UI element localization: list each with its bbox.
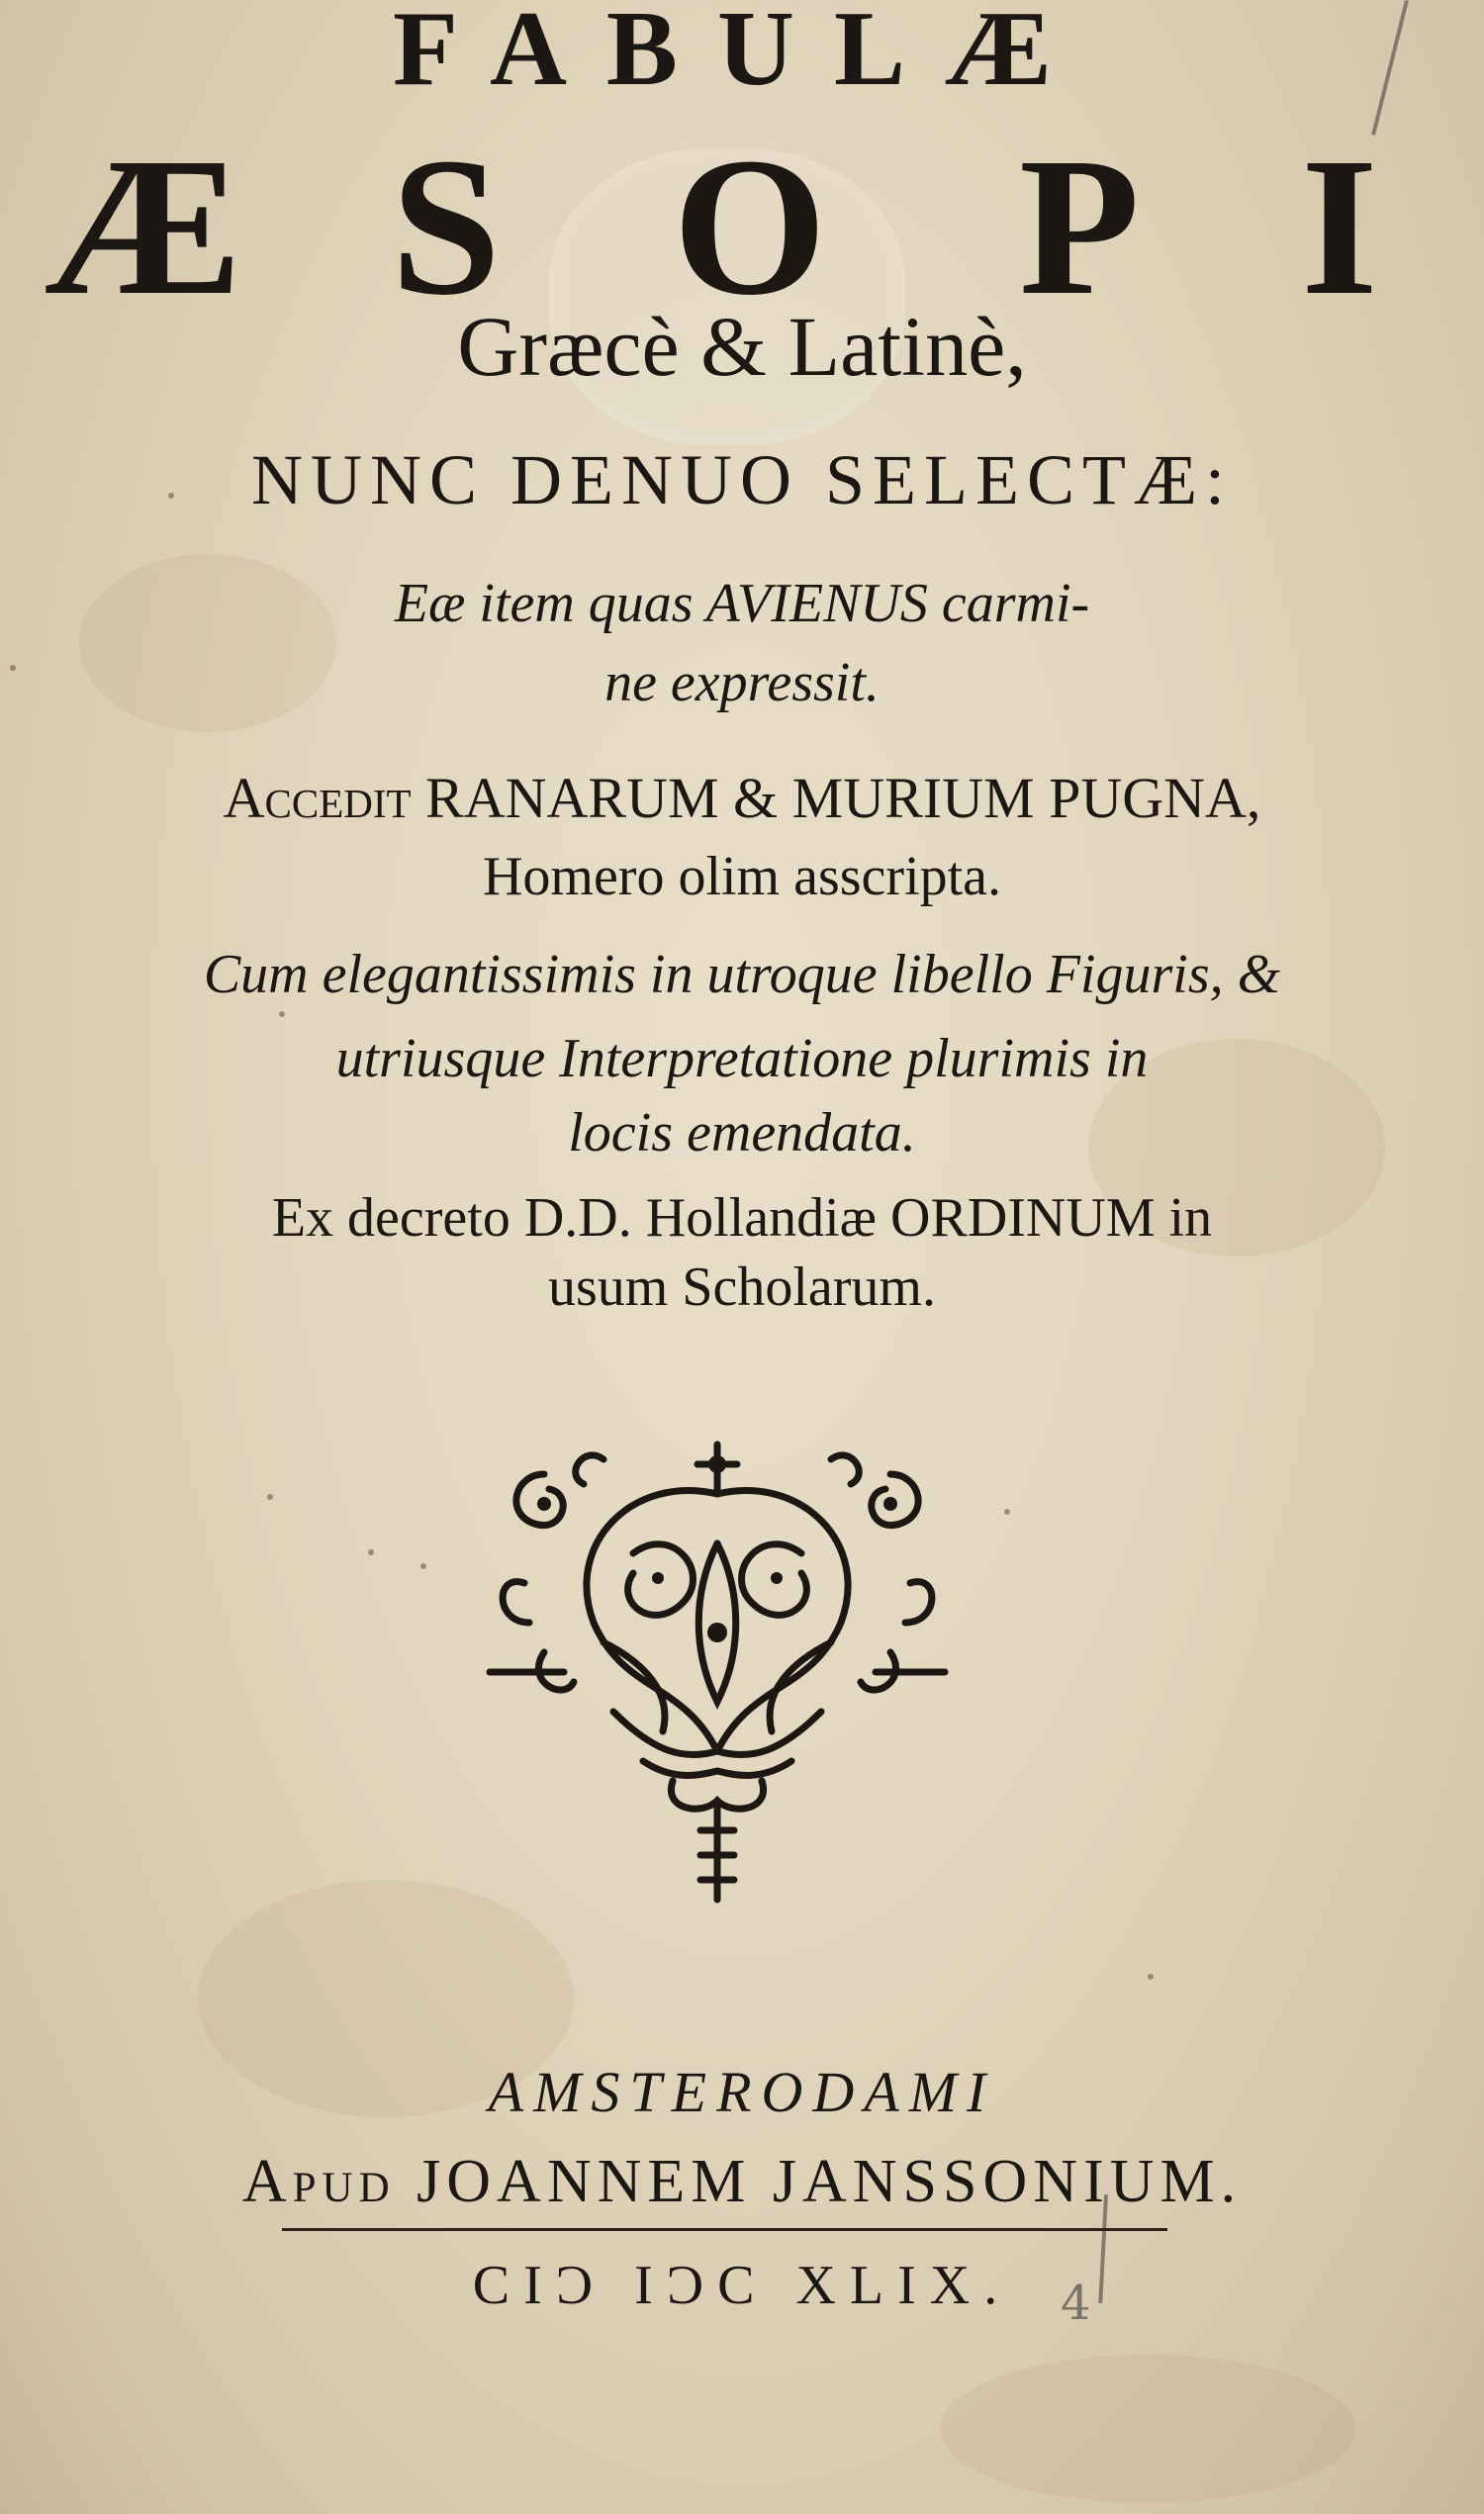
text-cum-2: utriusque Interpretatione plurimis in bbox=[335, 1028, 1149, 1089]
text-cum-3: locis emendata. bbox=[568, 1102, 916, 1164]
text-ex-decreto-1: Ex decreto D.D. Hollandiæ ORDINUM in bbox=[271, 1187, 1213, 1249]
text-ex-decreto-2: usum Scholarum. bbox=[548, 1257, 936, 1318]
text-cum-1: Cum elegantissimis in utroque libello Figuris, & bbox=[203, 944, 1281, 1005]
pencil-number: 4 bbox=[1061, 2276, 1091, 2331]
paper-speck bbox=[267, 1494, 273, 1500]
imprint-date: CIƆ IƆC XLIX. bbox=[472, 2255, 1012, 2316]
paper-speck bbox=[279, 1011, 285, 1017]
imprint-rule bbox=[282, 2228, 1167, 2231]
title-fabulae: FABULÆ bbox=[392, 0, 1091, 108]
paper-speck bbox=[1148, 1974, 1154, 1980]
text-eae-item-2: ne expressit. bbox=[604, 652, 880, 713]
imprint-city: AMSTERODAMI bbox=[488, 2060, 996, 2124]
imprint-publisher: Apud JOANNEM JANSSONIUM. bbox=[241, 2148, 1243, 2215]
paper-speck bbox=[420, 1563, 426, 1569]
aesopi-letter: I bbox=[1301, 118, 1388, 336]
paper-speck bbox=[368, 1549, 374, 1555]
aesopi-letter: S bbox=[391, 118, 511, 336]
text-eae-item-1: Eæ item quas AVIENUS carmi- bbox=[394, 573, 1090, 634]
subtitle-nunc-denuo: NUNC DENUO SELECTÆ: bbox=[251, 440, 1233, 519]
fleuron-ornament-icon bbox=[485, 1435, 950, 1909]
aesopi-letter: Æ bbox=[45, 118, 252, 336]
paper-stain bbox=[940, 2355, 1355, 2503]
subtitle-graece-latine: Græcè & Latinè, bbox=[457, 299, 1027, 394]
aesopi-letter: P bbox=[1019, 118, 1151, 336]
text-accedit-1: Accedit RANARUM & MURIUM PUGNA, bbox=[223, 766, 1261, 830]
paper-speck bbox=[1004, 1509, 1010, 1515]
aesopi-letter: O bbox=[673, 118, 837, 336]
text-accedit-2: Homero olim asscripta. bbox=[482, 846, 1002, 907]
